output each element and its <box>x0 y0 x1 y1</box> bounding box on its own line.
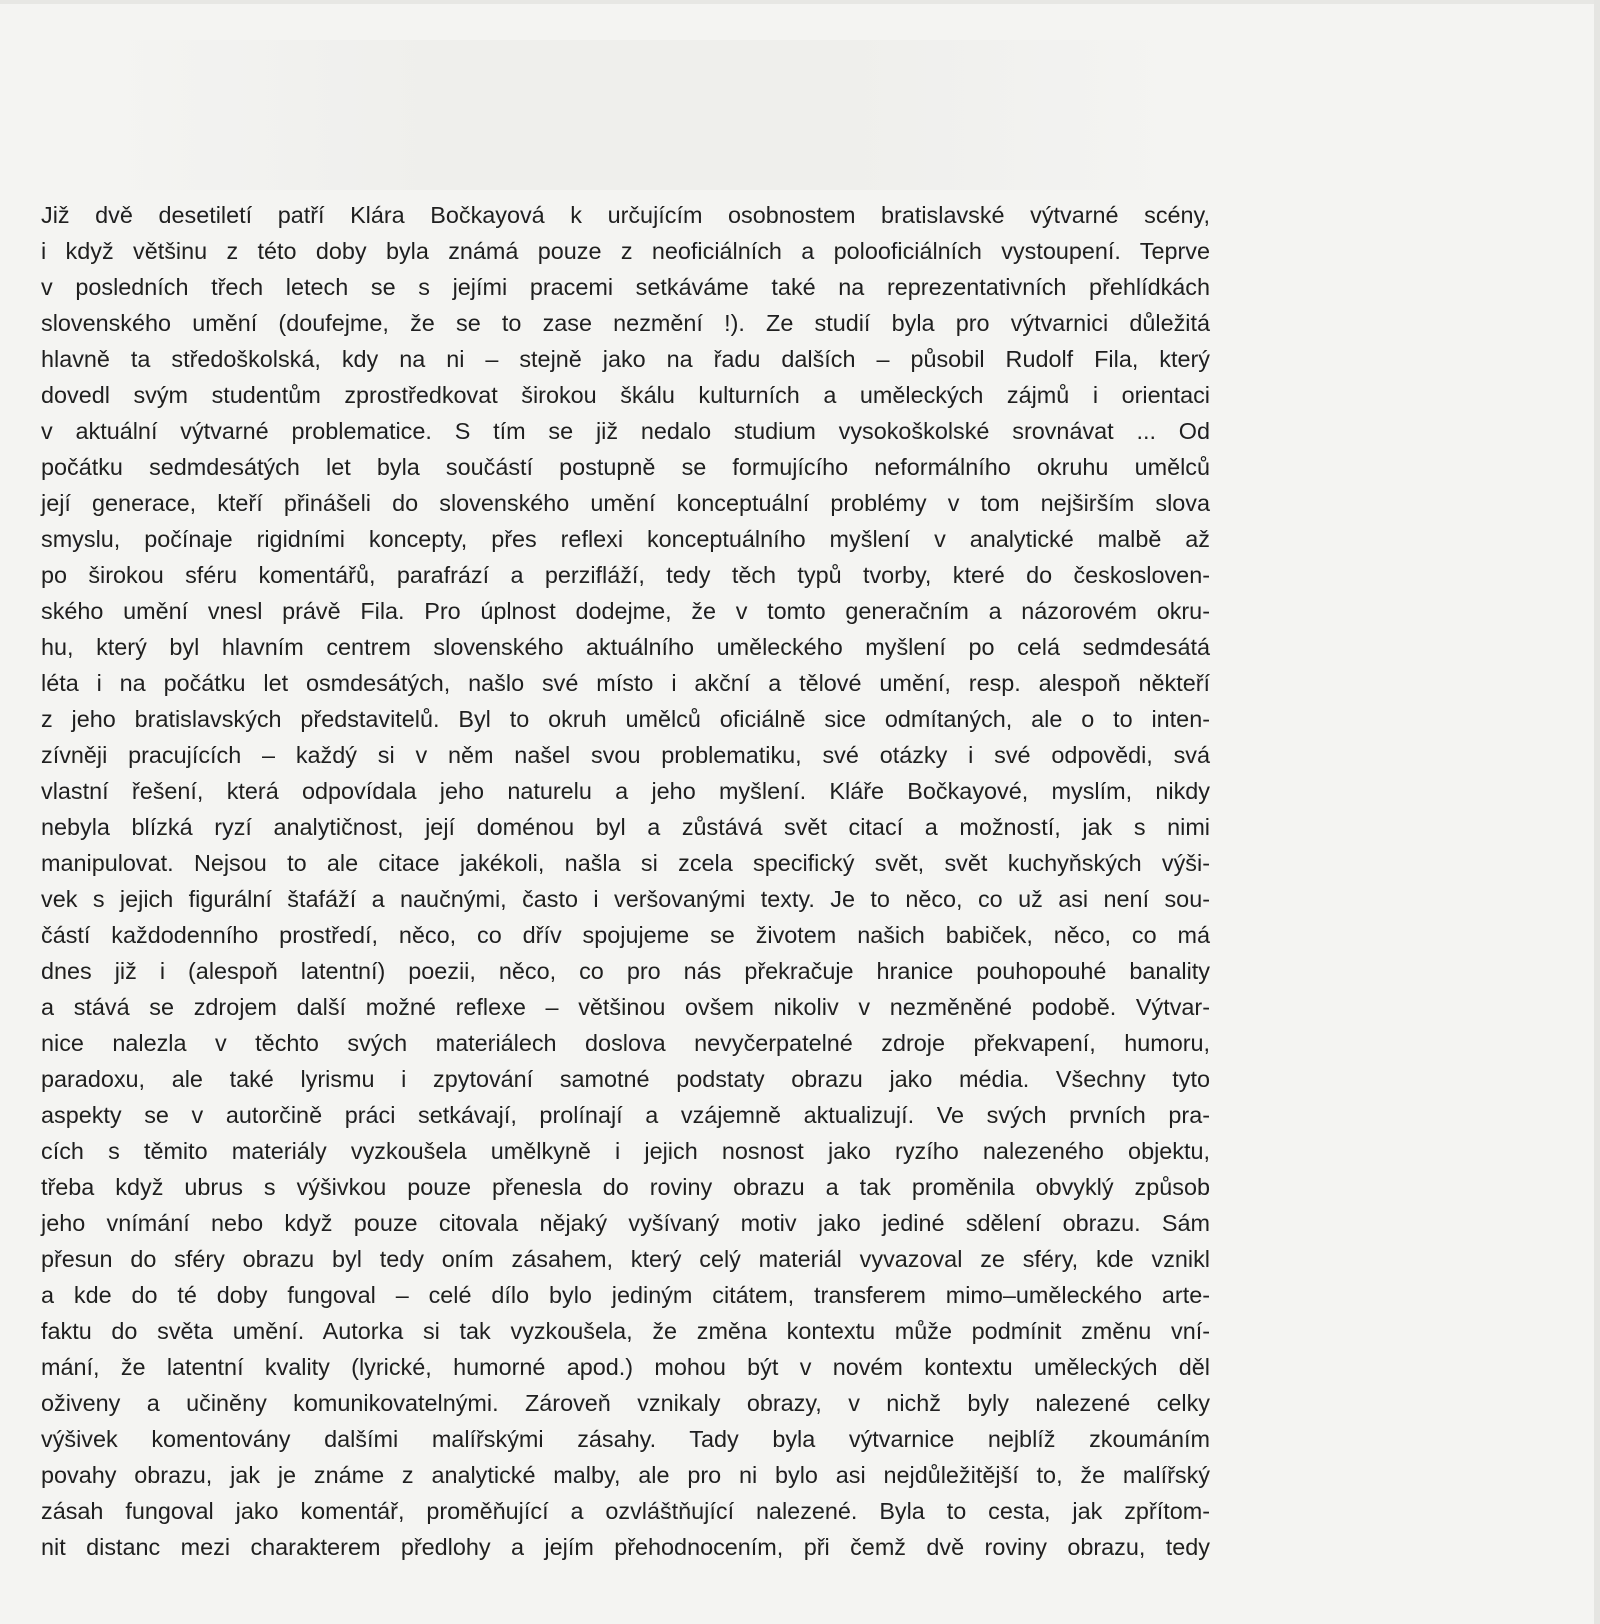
text-line: povahy obrazu, jak je známe z analytické malby, ale pro ni bylo asi nejdůležitější to, že malířský <box>41 1462 1210 1488</box>
text-line: manipulovat. Nejsou to ale citace jakékoli, našla si zcela specifický svět, svět kuchyňských výši- <box>41 850 1210 876</box>
text-line: zívněji pracujících – každý si v něm našel svou problematiku, své otázky i své odpovědi, svá <box>41 742 1210 768</box>
page-right-edge <box>1594 0 1600 1624</box>
text-line: v aktuální výtvarné problematice. S tím se již nedalo studium vysokoškolské srovnávat ... Od <box>41 418 1210 444</box>
text-line: zásah fungoval jako komentář, proměňující a ozvláštňující nalezené. Byla to cesta, jak zpřítom- <box>41 1498 1210 1524</box>
text-line: a stává se zdrojem další možné reflexe – většinou ovšem nikoliv v nezměněné podobě. Výtvar- <box>41 994 1210 1020</box>
text-line: třeba když ubrus s výšivkou pouze přenesla do roviny obrazu a tak proměnila obvyklý způsob <box>41 1174 1210 1200</box>
text-line: a kde do té doby fungoval – celé dílo bylo jediným citátem, transferem mimo–uměleckého arte- <box>41 1282 1210 1308</box>
text-line: Již dvě desetiletí patří Klára Bočkayová k určujícím osobnostem bratislavské výtvarné scény, <box>41 202 1210 228</box>
text-line: ského umění vnesl právě Fila. Pro úplnost dodejme, že v tomto generačním a názorovém okru- <box>41 598 1210 624</box>
show-through-image <box>95 40 1185 190</box>
text-line: paradoxu, ale také lyrismu i zpytování samotné podstaty obrazu jako média. Všechny tyto <box>41 1066 1210 1092</box>
text-line: částí každodenního prostředí, něco, co dřív spojujeme se životem našich babiček, něco, co má <box>41 922 1210 948</box>
text-line: nice nalezla v těchto svých materiálech doslova nevyčerpatelné zdroje překvapení, humoru, <box>41 1030 1210 1056</box>
text-line: hu, který byl hlavním centrem slovenského aktuálního uměleckého myšlení po celá sedmdesátá <box>41 634 1210 660</box>
text-line: aspekty se v autorčině práci setkávají, prolínají a vzájemně aktualizují. Ve svých prvních pra- <box>41 1102 1210 1128</box>
text-line: mání, že latentní kvality (lyrické, humorné apod.) mohou být v novém kontextu uměleckých děl <box>41 1354 1210 1380</box>
text-line: léta i na počátku let osmdesátých, našlo své místo i akční a tělové umění, resp. alespoň někteří <box>41 670 1210 696</box>
text-line: smyslu, počínaje rigidními koncepty, přes reflexi konceptuálního myšlení v analytické malbě až <box>41 526 1210 552</box>
text-line: cích s těmito materiály vyzkoušela umělkyně i jejich nosnost jako ryzího nalezeného objektu, <box>41 1138 1210 1164</box>
text-line: nit distanc mezi charakterem předlohy a jejím přehodnocením, při čemž dvě roviny obrazu, tedy <box>41 1534 1210 1560</box>
text-line: přesun do sféry obrazu byl tedy oním zásahem, který celý materiál vyvazoval ze sféry, kde vznikl <box>41 1246 1210 1272</box>
text-line: její generace, kteří přinášeli do slovenského umění konceptuální problémy v tom nejširším slova <box>41 490 1210 516</box>
text-line: z jeho bratislavských představitelů. Byl to okruh umělců oficiálně sice odmítaných, ale o to inten- <box>41 706 1210 732</box>
text-line: dovedl svým studentům zprostředkovat širokou škálu kulturních a uměleckých zájmů i orientaci <box>41 382 1210 408</box>
text-line: vlastní řešení, která odpovídala jeho naturelu a jeho myšlení. Kláře Bočkayové, myslím, nikdy <box>41 778 1210 804</box>
text-line: počátku sedmdesátých let byla součástí postupně se formujícího neformálního okruhu umělců <box>41 454 1210 480</box>
text-line: i když většinu z této doby byla známá pouze z neoficiálních a polooficiálních vystoupení. Teprve <box>41 238 1210 264</box>
text-line: hlavně ta středoškolská, kdy na ni – stejně jako na řadu dalších – působil Rudolf Fila, který <box>41 346 1210 372</box>
text-line: vek s jejich figurální štafáží a naučnými, často i veršovanými texty. Je to něco, co už asi není sou- <box>41 886 1210 912</box>
text-line: faktu do světa umění. Autorka si tak vyzkoušela, že změna kontextu může podmínit změnu vní- <box>41 1318 1210 1344</box>
text-line: slovenského umění (doufejme, že se to zase nezmění !). Ze studií byla pro výtvarnici důležitá <box>41 310 1210 336</box>
text-line: oživeny a učiněny komunikovatelnými. Zároveň vznikaly obrazy, v nichž byly nalezené celky <box>41 1390 1210 1416</box>
text-line: po širokou sféru komentářů, parafrází a perzifláží, tedy těch typů tvorby, které do českosloven- <box>41 562 1210 588</box>
text-line: jeho vnímání nebo když pouze citovala nějaký vyšívaný motiv jako jediné sdělení obrazu. Sám <box>41 1210 1210 1236</box>
page-top-edge <box>0 0 1600 4</box>
text-line: výšivek komentovány dalšími malířskými zásahy. Tady byla výtvarnice nejblíž zkoumáním <box>41 1426 1210 1452</box>
text-line: v posledních třech letech se s jejími pracemi setkáváme také na reprezentativních přehlídkách <box>41 274 1210 300</box>
body-paragraph <box>41 197 1210 1565</box>
text-line: dnes již i (alespoň latentní) poezii, něco, co pro nás překračuje hranice pouhopouhé banality <box>41 958 1210 984</box>
text-line: nebyla blízká ryzí analytičnost, její doménou byl a zůstává svět citací a možností, jak s nimi <box>41 814 1210 840</box>
